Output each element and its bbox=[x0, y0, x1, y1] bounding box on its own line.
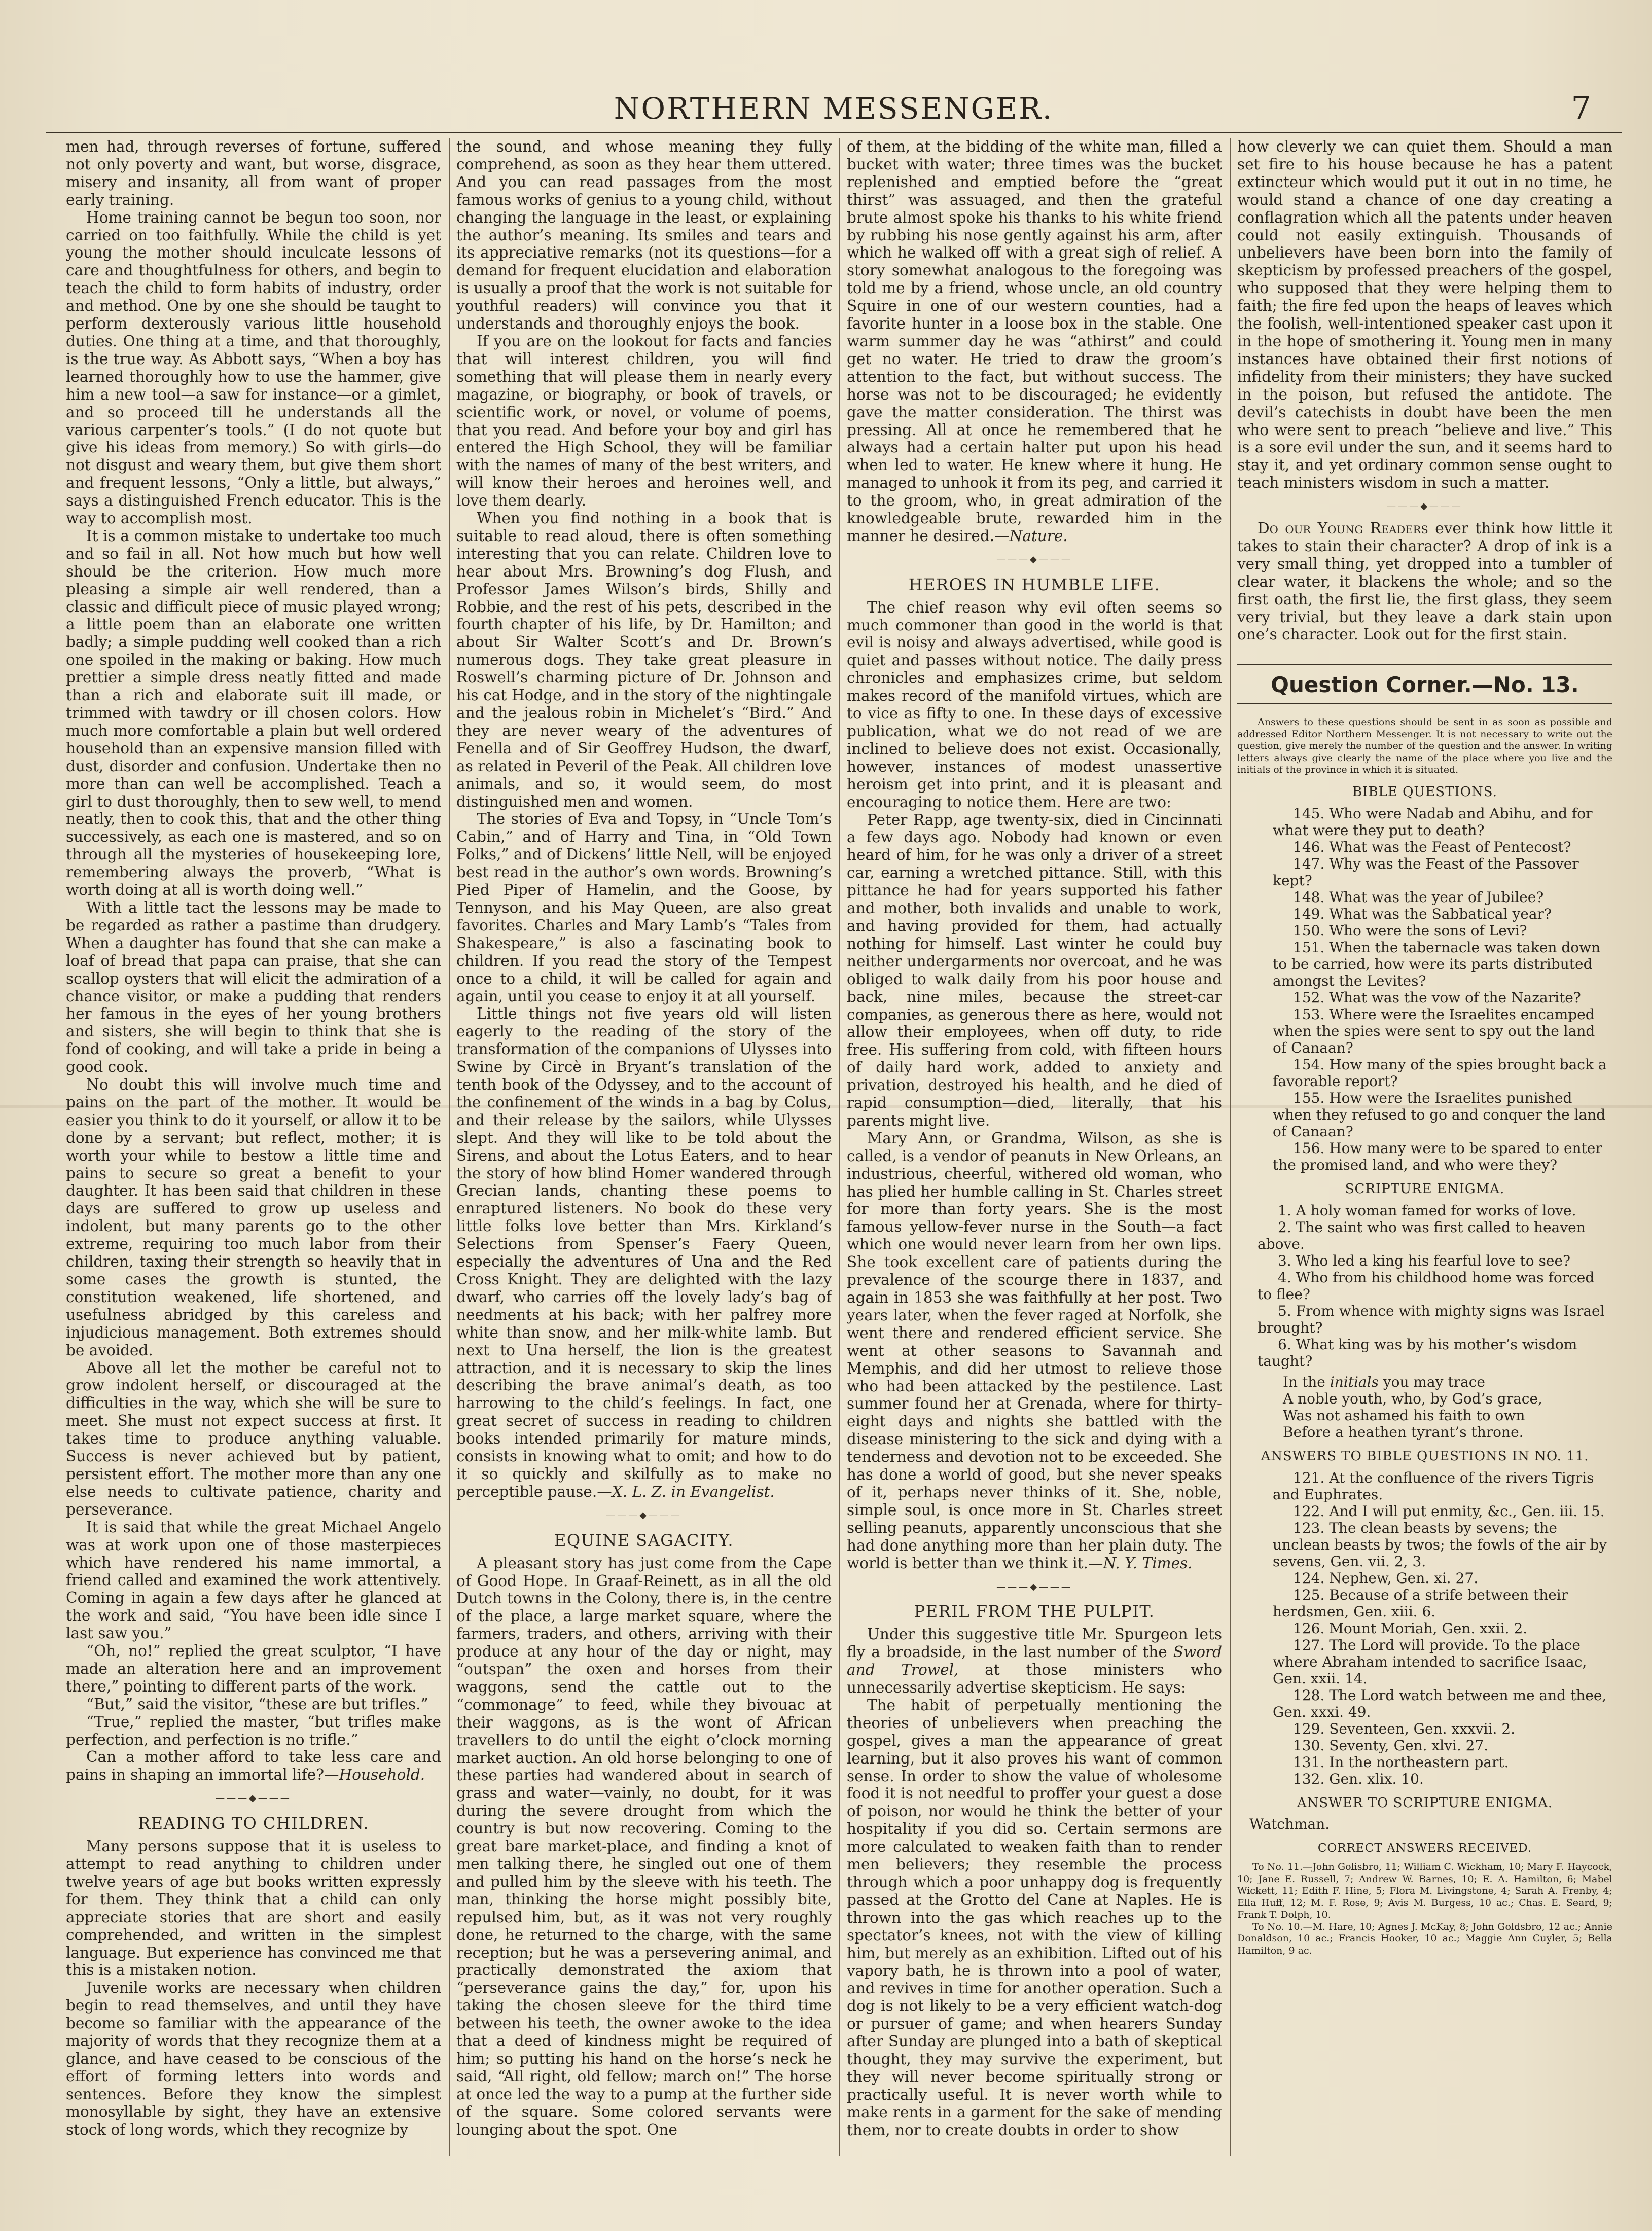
list-item: 122. And I will put enmity, &c., Gen. iii. 15. bbox=[1293, 1502, 1605, 1520]
question-corner-note: Answers to these questions should be sent in as soon as possible and addressed Editor Northern Messenger. It is not necessary to write out the question, give merely the number of the question and the answer. In writing letters always give clearly the name of the place where you live and the initials of the province in which it is situated. bbox=[1237, 716, 1612, 776]
list-item: 131. In the northeastern part. bbox=[1293, 1753, 1509, 1771]
paragraph: men had, through reverses of fortune, suffered not only poverty and want, but worse, disgrace, misery and insanity, all from want of proper early training. bbox=[66, 138, 441, 208]
divider-ornament: ———◆——— bbox=[216, 1793, 292, 1804]
column-3 bbox=[847, 138, 1222, 2186]
question-corner-title: Question Corner.—No. 13. bbox=[1237, 664, 1612, 704]
verse-line bbox=[1283, 1374, 1612, 1390]
column-4 bbox=[1237, 138, 1612, 2186]
column-rule bbox=[449, 138, 450, 2156]
list-item: 123. The clean beasts by sevens; the unclean beasts by twos; the fowls of the air by sevens, Gen. vii. 2, 3. bbox=[1273, 1519, 1607, 1570]
list-item: 128. The Lord watch between me and thee, Gen. xxxi. 49. bbox=[1273, 1686, 1607, 1720]
list-item: 155. How were the Israelites punished when they refused to go and conquer the land of Canaan? bbox=[1273, 1089, 1606, 1140]
divider-ornament: ———◆——— bbox=[996, 554, 1072, 565]
correct-answers-list: To No. 11.—John Golisbro, 11; William C. Wickham, 10; Mary F. Haycock, 10; Jane E. Russell, 7; Andrew W. Barnes, 10; E. A. Hamilton, 6; Mabel Wickett, 11; Edith F. Hine, 5; Flora M. Livingstone, 4; Sarah A. Frenby, 4; Ella Huff, 12; M. F. Rose, 9; Avis M. Burgess, 10 ac.; Chas. E. Seard, 9; Frank T. Dolph, 10. bbox=[1237, 1861, 1612, 1921]
paragraph: “But,” said the visitor, “these are but trifles.” bbox=[86, 1695, 428, 1713]
list-item: 125. Because of a strife between their herdsmen, Gen. xiii. 6. bbox=[1273, 1586, 1568, 1620]
paragraph bbox=[847, 1626, 1222, 1697]
list-item: 1. A holy woman famed for works of love. bbox=[1278, 1202, 1576, 1219]
verse-text: In the bbox=[1283, 1373, 1330, 1390]
list-item: 147. Why was the Feast of the Passover kept? bbox=[1273, 855, 1579, 889]
column-rule bbox=[1230, 138, 1231, 2156]
source-credit: X. L. Z. in Evangelist. bbox=[612, 1483, 775, 1500]
paragraph bbox=[456, 1005, 832, 1500]
paragraph: Many persons suppose that it is useless to attempt to read anything to children under twelve years of age but books written expressly for them. They think that a child can only appreciate stories that are short and easily comprehended, and written in the simplest language. But experience has convinced me that this is a mistaken notion. bbox=[66, 1838, 441, 1979]
source-credit: Household. bbox=[339, 1766, 425, 1784]
scripture-enigma-heading: SCRIPTURE ENIGMA. bbox=[1345, 1181, 1505, 1197]
divider-ornament: ———◆——— bbox=[1387, 501, 1463, 512]
masthead-title: NORTHERN MESSENGER. bbox=[614, 91, 1054, 126]
paragraph: how cleverly we can quiet them. Should a man set fire to his house because he has a patent extincteur which would put it out in no time, he would stand a chance of one day creating a conflagration which all the patents under heaven could not easily extinguish. Thousands of unbelievers have been born into the family of skepticism by professed preachers of the gospel, who supposed that they were helping them to faith; the fire fed upon the heaps of leaves which the foolish, well-intentioned speaker cast upon it in the hope of smothering it. Young men in many instances have obtained their first notions of infidelity from their ministers; they have sucked in the poison, but refused the antidote. The devil’s catechists in doubt have been the men who were sent to preach “believe and live.” This is a sore evil under the sun, and it seems hard to stay it, and yet ordinary common sense ought to teach ministers wisdom in such a matter. bbox=[1237, 138, 1612, 492]
list-item: 129. Seventeen, Gen. xxxvii. 2. bbox=[1293, 1720, 1516, 1737]
paragraph-text: ever think how little it takes to stain their character? A drop of ink is a very small thing, yet dropped into a tumbler of clear water, it blackens the whole; and so the first oath, the first lie, the first glass, they seem very trivial, but they leave a dark stain upon one’s character. Look out for the first stain. bbox=[1237, 520, 1612, 643]
list-item: 121. At the confluence of the rivers Tigris and Euphrates. bbox=[1273, 1469, 1594, 1503]
list-item: 151. When the tabernacle was taken down to be carried, how were its parts distributed amongst the Levites? bbox=[1273, 939, 1601, 989]
paragraph: It is said that while the great Michael Angelo was at work upon one of those masterpieces which have rendered his name immortal, a friend called and examined the work attentively. Coming in again a few days after he glanced at the work and said, “You have been idle since I last saw you.” bbox=[66, 1518, 441, 1642]
paragraph-text: Can a mother afford to take less care and pains in shaping an immortal life?— bbox=[66, 1748, 441, 1784]
paragraph: Peter Rapp, age twenty-six, died in Cincinnati a few days ago. Nobody had known or even heard of him, for he was only a driver of a street car, earning a wretched pittance. Still, with this pittance he had for years supported his father and mother, both invalids and unable to work, and having provided for them, had actually nothing for himself. Last winter he could buy neither undergarments nor overcoat, and he was obliged to walk daily from his poor house and back, nine miles, because the street-car companies, as generous there as here, would not allow their employees, when off duty, to ride free. His suffering from cold, with fifteen hours of daily hard work, added to anxiety and privation, destroyed his health, and he died of rapid consumption—died, literally, that his parents might live. bbox=[847, 811, 1222, 1129]
list-item: 153. Where were the Israelites encamped when the spies were sent to spy out the land of Canaan? bbox=[1273, 1005, 1595, 1056]
paragraph-text: Under this suggestive title Mr. Spurgeon lets fly a broadside, in the last number of the bbox=[847, 1626, 1222, 1661]
paragraph-text: at those ministers who unnecessarily advertise skepticism. He says: bbox=[847, 1661, 1222, 1697]
column-2 bbox=[456, 138, 832, 2186]
verse-line: Before a heathen tyrant’s throne. bbox=[1283, 1423, 1524, 1441]
list-item: 149. What was the Sabbatical year? bbox=[1293, 905, 1552, 922]
paragraph-text: of them, at the bidding of the white man, filled a bucket with water; three times was the bucket replenished and emptied before the “great thirst” was assuaged, and then the grateful brute almost spoke his thanks to his white friend by rubbing his nose gently against his arm, after which he walked off with a great sigh of relief. A story somewhat analogous to the foregoing was told me by a friend, whose uncle, an old country Squire in one of our western counties, had a favorite hunter in a loose box in the stable. One warm summer day he was “athirst” and could get no water. He tried to draw the groom’s attention to the fact, but without success. The horse was not to be discouraged; he evidently gave the matter consideration. The thirst was pressing. All at once he remembered that he always had a certain halter put upon his head when led to water. He knew where it hung. He managed to unhook it from its peg, and carried it to the groom, who, in great admiration of the knowledgeable brute, rewarded him in the manner he desired.— bbox=[847, 138, 1222, 545]
source-credit: Nature. bbox=[1009, 527, 1068, 545]
paragraph bbox=[847, 138, 1222, 545]
list-item: 146. What was the Feast of Pentecost? bbox=[1293, 838, 1571, 855]
paragraph: It is a common mistake to undertake too much and so fail in all. Not how much but how well should be the criterion. How much more pleasing a simple air well rendered, than a classic and difficult piece of music played wrong; a little poem than an elaborate one written badly; a simple pudding well cooked than a rich one spoiled in the making or baking. How much prettier a simple dress neatly fitted and made than a rich and elaborate suit ill made, or trimmed with tawdry or ill chosen colors. How much more comfortable a plain but well ordered household than an expensive mansion filled with dust, disorder and confusion. Undertake then no more than can well be accomplished. Teach a girl to dust thoroughly, then to sew well, to mend neatly, then to cook this, that and the other thing successively, as each one is mastered, and so on through all the mysteries of housekeeping lore, remembering always the proverb, “What is worth doing at all is worth doing well.” bbox=[66, 527, 441, 899]
paragraph: No doubt this will involve much time and pains on the part of the mother. It would be easier you think to do it yourself, or allow it to be done by a servant; but reflect, mother; it is worth your while to bestow a little time and pains to secure so great a benefit to your daughter. It has been said that children in these days are suffered to grow up useless and indolent, but many parents go to the other extreme, requiring too much labor from their children, taxing their strength so heavily that in some cases the growth is stunted, the constitution weakened, life shortened, and usefulness abridged by this careless and injudicious management. Both extremes should be avoided. bbox=[66, 1076, 441, 1359]
paragraph: “Oh, no!” replied the great sculptor, “I have made an alteration here and an improvement there,” pointing to different parts of the work. bbox=[66, 1642, 441, 1695]
bible-questions-heading: BIBLE QUESTIONS. bbox=[1352, 784, 1497, 800]
paragraph: Home training cannot be begun too soon, nor carried on too faithfully. While the child is yet young the mother should inculcate lessons of care and thoughtfulness for others, and begin to teach the child to form habits of industry, order and method. One by one she should be taught to perform dexterously various little household duties. One thing at a time, and that thoroughly, is the true way. As Abbott says, “When a boy has learned thoroughly how to use the hammer, give him a new tool—a saw for instance—or a gimlet, and so proceed till he understands all the various carpenter’s tools.” (I do not quote but give his ideas from memory.) So with girls—do not disgust and weary them, but give them short and frequent lessons, “Only a little, but always,” says a distinguished French educator. This is the way to accomplish most. bbox=[66, 208, 441, 527]
list-item: 127. The Lord will provide. To the place where Abraham intended to sacrifice Isaac, Gen. xxii. 14. bbox=[1273, 1636, 1587, 1687]
paragraph: When you find nothing in a book that is suitable to read aloud, there is often something interesting that you can relate. Children love to hear about Mrs. Browning’s dog Flush, and Professor James Wilson’s birds, Shilly and Robbie, and the rest of his pets, described in the fourth chapter of his life, by Dr. Hamilton; and about Sir Walter Scott’s and Dr. Brown’s numerous dogs. They take great pleasure in Roswell’s charming picture of Dr. Johnson and his cat Hodge, and in the story of the nightingale and the jealous robin in Michelet’s “Bird.” And they are never weary of the adventures of Fenella and of Sir Geoffrey Hudson, the dwarf, as related in Peveril of the Peak. All children love animals, and so, it would seem, do most distinguished men and women. bbox=[456, 510, 832, 810]
list-item: 145. Who were Nadab and Abihu, and for what were they put to death? bbox=[1273, 805, 1593, 839]
paragraph: Juvenile works are necessary when children begin to read themselves, and until they have become so familiar with the appearance of the majority of words that they recognize them at a glance, and have ceased to be conscious of the effort of forming letters into words and sentences. Before they know the simplest monosyllable by sight, they have an extensive stock of long words, which they recognize by bbox=[66, 1979, 441, 2138]
verse-italic: initials bbox=[1330, 1373, 1379, 1390]
verse-line: A noble youth, who, by God’s grace, bbox=[1283, 1390, 1542, 1407]
list-item: 126. Mount Moriah, Gen. xxii. 2. bbox=[1293, 1620, 1528, 1637]
list-item: 3. Who led a king his fearful love to see? bbox=[1278, 1252, 1571, 1269]
paragraph bbox=[66, 1748, 441, 1784]
paragraph: “True,” replied the master, “but trifles make perfection, and perfection is no trifle.” bbox=[66, 1713, 441, 1748]
paragraph bbox=[847, 1130, 1222, 1572]
lead-in: Do our Young Readers bbox=[1258, 520, 1428, 537]
column-1 bbox=[66, 138, 441, 2186]
divider-ornament: ———◆——— bbox=[996, 1581, 1072, 1592]
enigma-verse bbox=[1237, 1374, 1612, 1441]
headline-heroes-in-humble-life: HEROES IN HUMBLE LIFE. bbox=[908, 574, 1161, 594]
list-item: 152. What was the vow of the Nazarite? bbox=[1293, 989, 1581, 1006]
column-rule bbox=[839, 138, 840, 2156]
scripture-enigma-list bbox=[1237, 1202, 1612, 1370]
bible-questions-list bbox=[1237, 805, 1612, 1173]
paragraph: The stories of Eva and Topsy, in “Uncle Tom’s Cabin,” and of Harry and Tina, in “Old Town Folks,” and of Dickens’ little Nell, will be enjoyed best read in the author’s own words. Browning’s Pied Piper of Hamelin, and the Goose, by Tennyson, and his May Queen, are also great favorites. Charles and Mary Lamb’s “Tales from Shakespeare,” is also a fascinating book to children. If you read the story of the Tempest once to a child, it will be called for again and again, until you cease to enjoy it at all yourself. bbox=[456, 810, 832, 1005]
enigma-answer: Watchman. bbox=[1249, 1816, 1330, 1833]
list-item: 156. How many were to be spared to enter the promised land, and who were they? bbox=[1273, 1139, 1602, 1173]
headline-peril-from-the-pulpit: PERIL FROM THE PULPIT. bbox=[914, 1602, 1155, 1622]
paragraph: The chief reason why evil often seems so much commoner than good in the world is that evil is noisy and always advertised, while good is quiet and passes without notice. The daily press chronicles and emphasizes crime, but seldom makes record of the manifold virtues, which are to vice as fifty to one. In these days of excessive publication, what we do not read of we are inclined to believe does not exist. Occasionally, however, instances of modest unassertive heroism get into print, and it is pleasant and encouraging to notice them. Here are two: bbox=[847, 598, 1222, 811]
enigma-answer-heading: ANSWER TO SCRIPTURE ENIGMA. bbox=[1297, 1795, 1553, 1811]
list-item: 148. What was the year of Jubilee? bbox=[1293, 888, 1544, 906]
page-number: 7 bbox=[1571, 89, 1591, 126]
paragraph: If you are on the lookout for facts and fancies that will interest children, you will find something that will please them in nearly every magazine, or biography, or book of travels, or scientific work, or novel, or volume of poems, that you read. And before your boy and girl has entered the High School, they will be familiar with the names of many of the best writers, and will know their heroes and heroines well, and love them dearly. bbox=[456, 332, 832, 510]
paragraph-text: Little things not five years old will listen eagerly to the reading of the story of the transformation of the companions of Ulysses into Swine by Circè in Bryant’s translation of the tenth book of the Odyssey, and to the account of the confinement of the winds in a bag by Colus, and their release by the sailors, while Ulysses slept. And they will like to be told about the Sirens, and about the Lotus Eaters, and to hear the story of how blind Homer wandered through Grecian lands, chanting these poems to enraptured listeners. No book do these very little folks love better than Mrs. Kirkland’s Selections from Spenser’s Faery Queen, especially the adventures of Una and the Red Cross Knight. They are delighted with the lazy dwarf, who carries off the lovely lady’s bag of needments at his back; with her palfrey more white than snow, and her milk-white lamb. But next to Una herself, the lion is the greatest attraction, and it is necessary to skip the lines describing the brave animal’s death, as too harrowing to the child’s feelings. In fact, one great secret of success in reading to children books intended primarily for mature minds, consists in knowing what to omit; and how to do it so quickly and skilfully as to make no perceptible pause.— bbox=[456, 1005, 832, 1500]
correct-answers-heading: CORRECT ANSWERS RECEIVED. bbox=[1317, 1842, 1532, 1855]
paragraph-text: Mary Ann, or Grandma, Wilson, as she is called, is a vendor of peanuts in New Orleans, an industrious, cheerful, withered old woman, who has plied her humble calling in St. Charles street for more than forty years. She is the most famous yellow-fever nurse in the South—a fact which one would never learn from her own lips. She took excellent care of patients during the prevalence of the scourge there in 1837, and again in 1853 she was faithfully at her post. Two years later, when the fever raged at Norfolk, she went there and rendered efficient service. She went at other seasons to Savannah and Memphis, and did her utmost to relieve those who had been attacked by the pestilence. Last summer found her at Grenada, where for thirty-eight days and nights she battled with the disease ministering to the sick and dying with a tenderness and devotion not to be exceeded. She has done a world of good, but she never speaks of it, perhaps never thinks of it. She, noble, simple soul, is once more in St. Charles street selling peanuts, apparently unconscious that she had done anything more than her plain duty. The world is better than we think it.— bbox=[847, 1129, 1222, 1572]
masthead bbox=[46, 86, 1622, 133]
list-item: 4. Who from his childhood home was forced to flee? bbox=[1258, 1269, 1595, 1303]
italic-title: Sword and Trowel, bbox=[847, 1643, 1222, 1679]
list-item: 6. What king was by his mother’s wisdom taught? bbox=[1258, 1336, 1577, 1370]
headline-reading-to-children: READING TO CHILDREN. bbox=[138, 1814, 369, 1833]
list-item: 154. How many of the spies brought back a favorable report? bbox=[1273, 1056, 1607, 1090]
list-item: 5. From whence with mighty signs was Israel brought? bbox=[1258, 1302, 1605, 1336]
paragraph: the sound, and whose meaning they fully comprehend, as soon as they hear them uttered. And you can read passages from the most famous works of genius to a young child, without changing the language in the least, or explaining the author’s meaning. Its smiles and tears and its appreciative remarks (not its questions—for a demand for frequent elucidation and elaboration is usually a proof that the work is not suitable for youthful readers) will convince you that it understands and thoroughly enjoys the book. bbox=[456, 138, 832, 333]
list-item: 132. Gen. xlix. 10. bbox=[1293, 1770, 1424, 1787]
source-credit: N. Y. Times. bbox=[1103, 1554, 1193, 1572]
headline-equine-sagacity: EQUINE SAGACITY. bbox=[554, 1530, 734, 1550]
answers-heading: ANSWERS TO BIBLE QUESTIONS IN NO. 11. bbox=[1261, 1448, 1589, 1464]
list-item: 130. Seventy, Gen. xlvi. 27. bbox=[1293, 1737, 1489, 1754]
list-item: 2. The saint who was first called to heaven above. bbox=[1258, 1218, 1586, 1252]
correct-answers-list: To No. 10.—M. Hare, 10; Agnes J. McKay, 8; John Goldsbro, 12 ac.; Annie Donaldson, 10 ac.; Francis Hooker, 10 ac.; Maggie Ann Cuyler, 5; Bella Hamilton, 9 ac. bbox=[1237, 1921, 1612, 1956]
divider-ornament: ———◆——— bbox=[606, 1509, 682, 1521]
paragraph: Above all let the mother be careful not to grow indolent herself, or discouraged at the difficulties in the way, which she will be sure to meet. She must not expect success at first. It takes time to produce anything valuable. Success is never achieved but by patient, persistent effort. The mother more than any one else needs to cultivate patience, charity and perseverance. bbox=[66, 1359, 441, 1518]
paragraph: The habit of perpetually mentioning the theories of unbelievers when preaching the gospel, gives a man the appearance of great learning, but it also proves his want of common sense. In order to show the value of wholesome food it is not needful to proffer your guest a dose of poison, nor would he think the better of your hospitality if you did so. Certain sermons are more calculated to weaken faith than to render men believers; they resemble the process through which a poor unhappy dog is frequently passed at the Grotto del Cane at Naples. He is thrown into the gas which reaches up to the spectator’s knees, not with the view of killing him, but merely as an exhibition. Lifted out of his vapory bath, he is thrown into a pool of water, and revives in time for another operation. Such a dog is not likely to be a very efficient watch-dog or pursuer of game; and when hearers Sunday after Sunday are plunged into a bath of skeptical thought, they may survive the experiment, but they will never become spiritually strong or practically useful. It is never worth while to make rents in a garment for the sake of mending them, nor to create doubts in order to show bbox=[847, 1696, 1222, 2139]
list-item: 124. Nephew, Gen. xi. 27. bbox=[1293, 1569, 1479, 1587]
verse-text: you may trace bbox=[1378, 1373, 1485, 1390]
answers-list bbox=[1237, 1469, 1612, 1787]
paragraph: A pleasant story has just come from the Cape of Good Hope. In Graaf-Reinett, as in all the old Dutch towns in the Colony, there is, in the centre of the place, a large market square, where the farmers, traders, and others, arriving with their produce at any hour of the day or night, may “outspan” the oxen and horses from their waggons, send the cattle out to the “commonage” to feed, while they bivouac at their waggons, as is the wont of African travellers to do until the eight o’clock morning market auction. An old horse belonging to one of these parties had wandered about in search of grass and water—vainly, no doubt, for it was during the severe drought from which the country is but now recovering. Coming to the great bare market-place, and finding a knot of men talking there, he singled out one of them and pulled him by the sleeve with his teeth. The man, thinking the horse might possibly bite, repulsed him, but, as it was not very roughly done, he returned to the charge, with the same reception; but he was a persevering animal, and practically demonstrated the axiom that “perseverance gains the day,” for, upon his taking the chosen sleeve for the third time between his teeth, the owner awoke to the idea that a deed of kindness might be required of him; so putting his hand on the horse’s neck he said, “All right, old fellow; march on!” The horse at once led the way to a pump at the further side of the square. Some colored servants were lounging about the spot. One bbox=[456, 1554, 832, 2138]
paragraph bbox=[1237, 520, 1612, 643]
list-item: 150. Who were the sons of Levi? bbox=[1293, 922, 1527, 939]
verse-line: Was not ashamed his faith to own bbox=[1283, 1407, 1525, 1424]
paragraph: With a little tact the lessons may be made to be regarded as rather a pastime than drudgery. When a daughter has found that she can make a loaf of bread that papa can praise, that she can scallop oysters that will elicit the admiration of a chance visitor, or make a pudding that renders her famous in the eyes of her young brothers and sisters, she will begin to think that she is fond of cooking, and will take a pride in being a good cook. bbox=[66, 898, 441, 1076]
